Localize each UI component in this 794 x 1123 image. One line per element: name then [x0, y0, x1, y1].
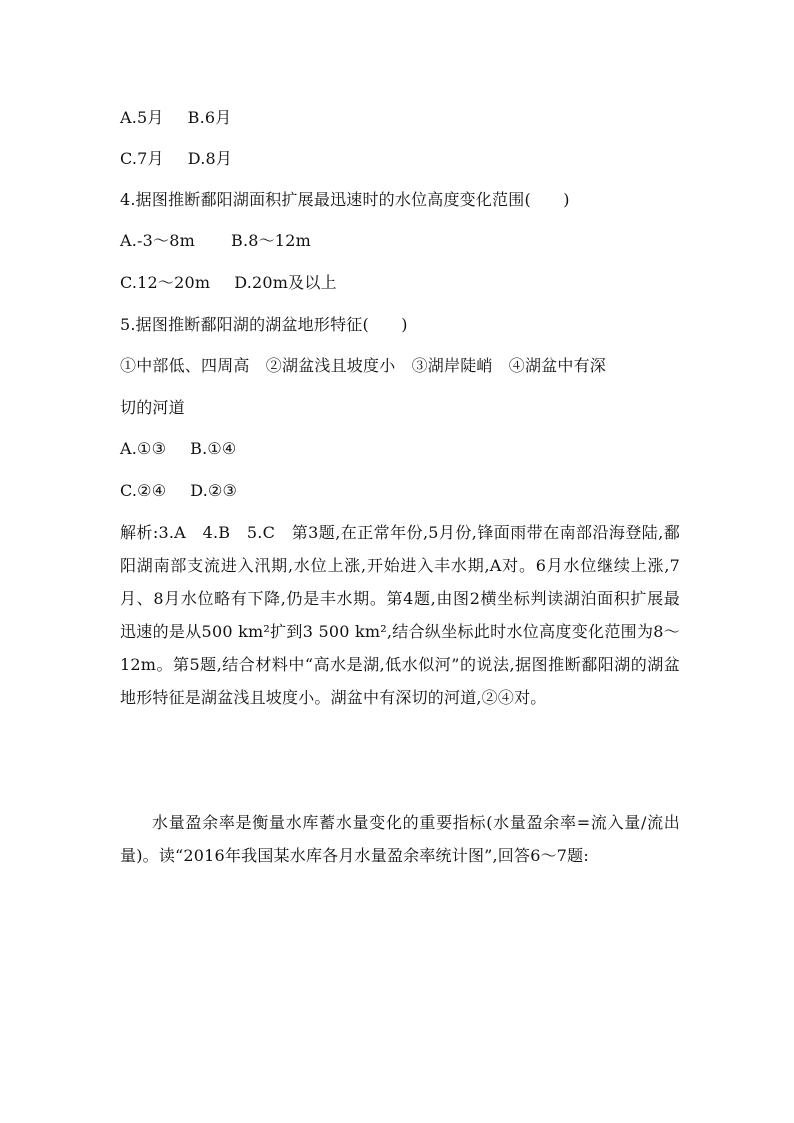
q4-option-c[interactable]: C.12～20m — [120, 273, 211, 292]
q5-option-c[interactable]: C.②④ — [120, 481, 167, 500]
q5-options-row1 — [120, 439, 680, 459]
q3-option-d[interactable]: D.8月 — [187, 149, 233, 168]
q5-options-row2 — [120, 481, 680, 501]
q5-statements-line2: 切的河道 — [120, 398, 185, 417]
q5-statements-line1: ①中部低、四周高 ②湖盆浅且坡度小 ③湖岸陡峭 ④湖盆中有深 — [120, 356, 607, 375]
analysis-paragraph: 解析:3.A 4.B 5.C 第3题,在正常年份,5月份,锋面雨带在南部沿海登陆,鄱阳湖南部支流进入汛期,水位上涨,开始进入丰水期,A对。6月水位继续上涨,7月、8月水位略有下降,仍是丰水期。第4题,由图2横坐标判读湖泊面积扩展最迅速的是从500 km²扩到3 500 km²,结合纵坐标此时水位高度变化范围为8～12m。第5题,结合材料中“高水是湖,低水似河”的说法,据图推断鄱阳湖的湖盆地形特征是湖盆浅且坡度小。湖盆中有深切的河道,②④对。 — [120, 523, 680, 707]
q3-option-a[interactable]: A.5月 — [120, 108, 164, 127]
q5-option-b[interactable]: B.①④ — [190, 439, 237, 458]
q4-option-b[interactable]: B.8～12m — [230, 231, 311, 250]
q3-option-b[interactable]: B.6月 — [187, 108, 232, 127]
q5-stem: 5.据图推断鄱阳湖的湖盆地形特征( ) — [120, 315, 408, 334]
q4-stem: 4.据图推断鄱阳湖面积扩展最迅速时的水位高度变化范围( ) — [120, 190, 570, 209]
q4-option-d[interactable]: D.20m及以上 — [234, 273, 337, 292]
intro-paragraph: 水量盈余率是衡量水库蓄水量变化的重要指标(水量盈余率=流入量/流出量)。读“2016年我国某水库各月水量盈余率统计图”,回答6～7题: — [120, 813, 680, 865]
q4-options-row2 — [120, 273, 680, 293]
q5-option-d[interactable]: D.②③ — [190, 481, 238, 500]
q3-options-row1 — [120, 108, 680, 128]
q4-option-a[interactable]: A.-3～8m — [120, 231, 195, 250]
q3-options-row2 — [120, 149, 680, 169]
q4-options-row1 — [120, 231, 680, 251]
q5-option-a[interactable]: A.①③ — [120, 439, 167, 458]
q3-option-c[interactable]: C.7月 — [120, 149, 164, 168]
